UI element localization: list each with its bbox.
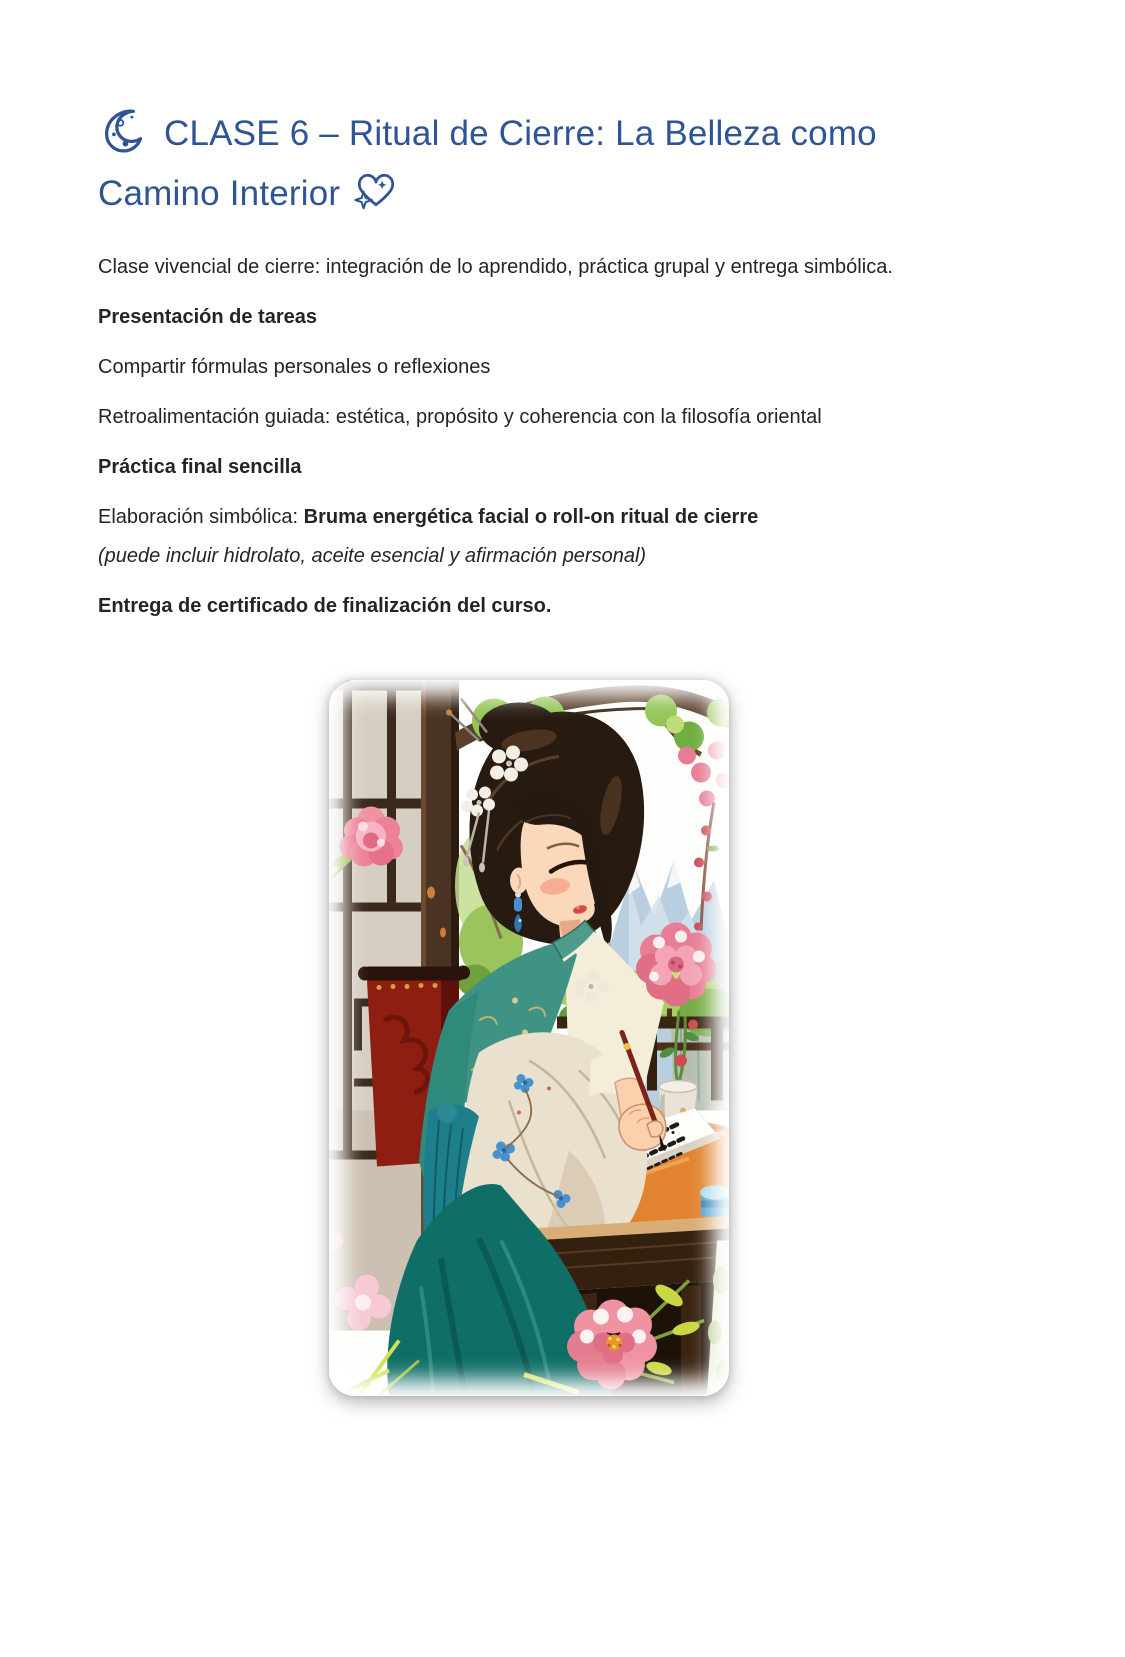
- elaboracion-prefix: Elaboración simbólica:: [98, 506, 304, 528]
- paragraph-retroalimentacion: Retroalimentación guiada: estética, propósito y coherencia con la filosofía oriental: [98, 406, 822, 428]
- illustration-canvas: [329, 680, 729, 1396]
- paragraph-practica-heading: Práctica final sencilla: [98, 456, 302, 478]
- ear: [510, 868, 528, 894]
- page-title: [98, 104, 1027, 224]
- title-line-1: CLASE 6 – Ritual de Cierre: La Belleza como: [164, 114, 877, 153]
- paragraph-certificado: Entrega de certificado de finalización del curso.: [98, 595, 552, 617]
- blue-ink-jar: [700, 1186, 729, 1217]
- earring-beads: [514, 898, 522, 912]
- earring-stud: [515, 892, 521, 898]
- paragraph-compartir: Compartir fórmulas personales o reflexiones: [98, 356, 491, 378]
- crescent-moon-icon: [98, 107, 150, 153]
- elaboracion-italic-note: (puede incluir hidrolato, aceite esencial y afirmación personal): [98, 545, 647, 567]
- paragraph-elaboracion: [98, 498, 1008, 576]
- paragraph-intro: Clase vivencial de cierre: integración de lo aprendido, práctica grupal y entrega simbólica.: [98, 256, 893, 278]
- title-line-2: Camino Interior: [98, 174, 341, 213]
- illustration-svg: [329, 680, 729, 1396]
- elaboracion-bold: Bruma energética facial o roll-on ritual de cierre: [303, 506, 759, 528]
- sparkling-heart-icon: [352, 167, 400, 211]
- paragraph-presentacion-heading: Presentación de tareas: [98, 306, 317, 328]
- hanfu-calligraphy-illustration: [329, 680, 729, 1396]
